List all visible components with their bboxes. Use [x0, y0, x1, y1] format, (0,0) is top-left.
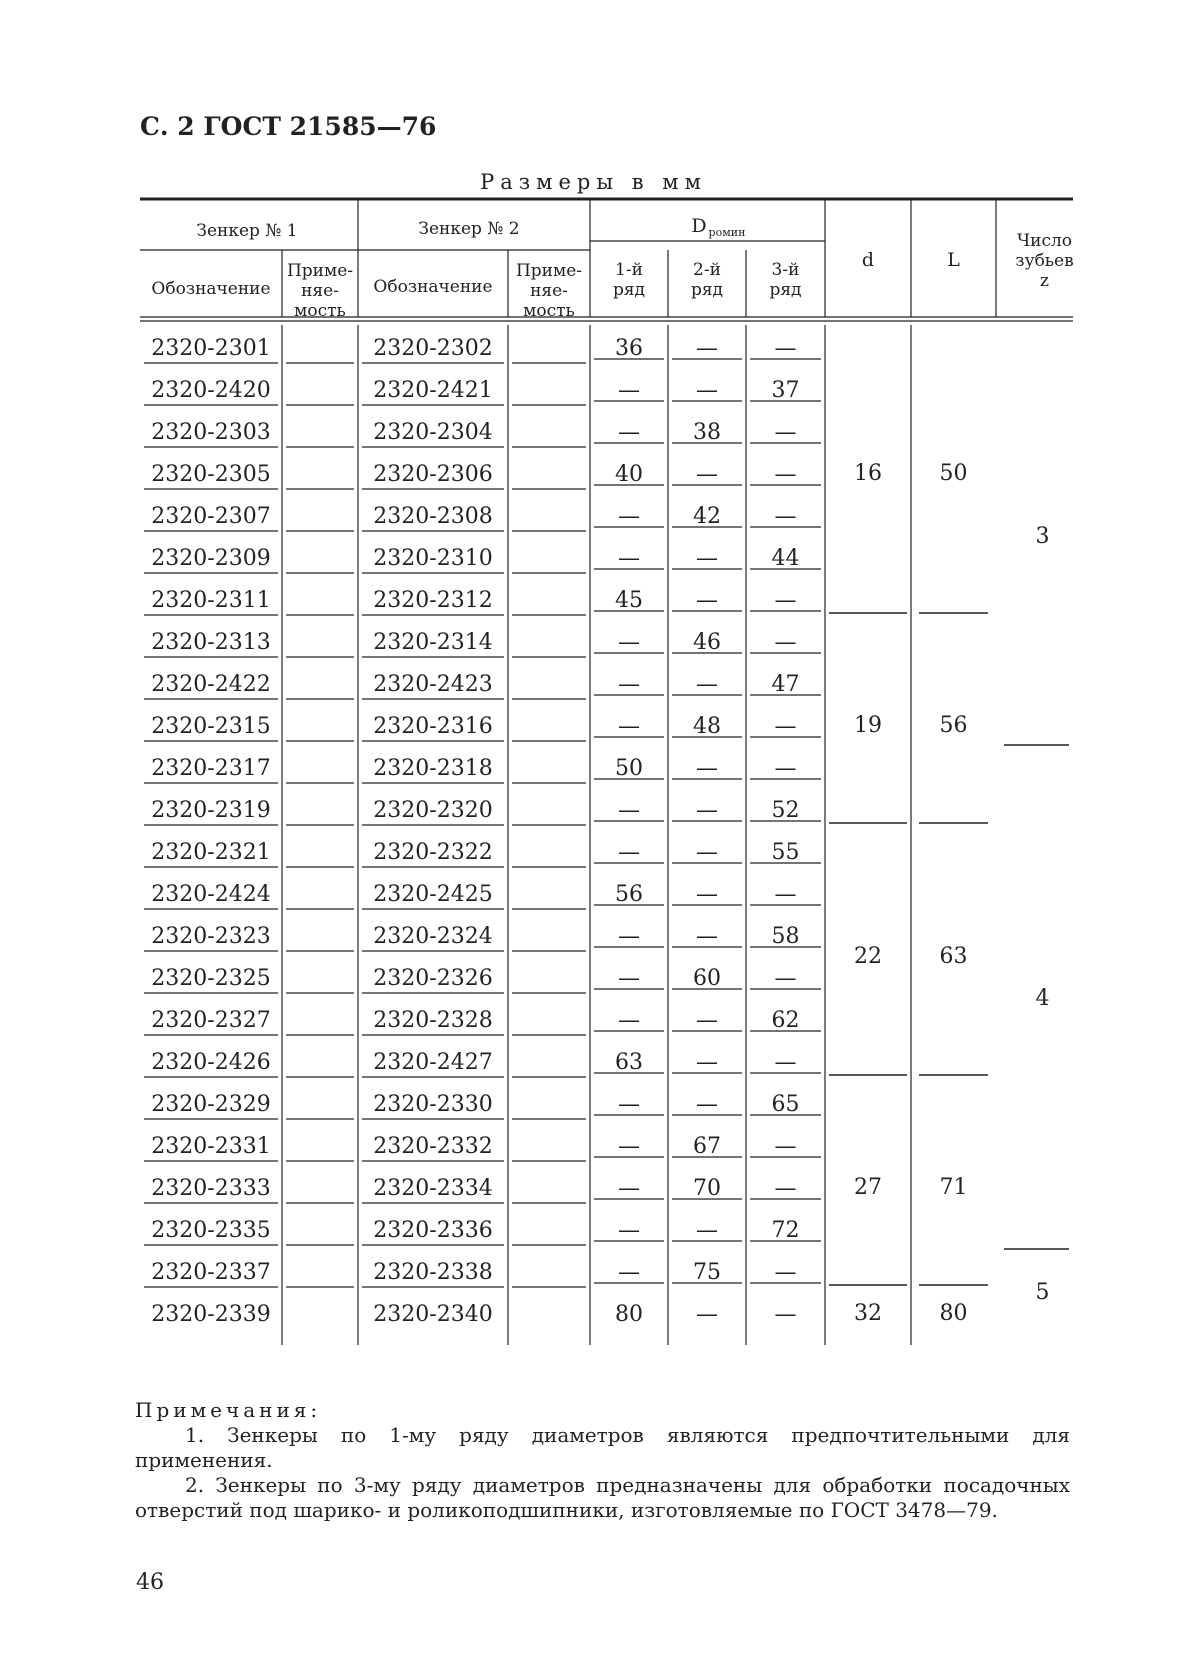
cell-value: 2320-2426: [151, 1050, 271, 1075]
cell-value: 2320-2323: [151, 924, 271, 949]
cell-value: 2320-2326: [373, 966, 493, 991]
cell-z: 5: [1035, 1280, 1050, 1305]
cell-value: —: [774, 630, 797, 655]
header-row-series: 1-й: [615, 260, 643, 280]
cell-value: —: [696, 1218, 718, 1243]
notes-title: Примечания:: [135, 1398, 322, 1422]
cell-value: —: [618, 1134, 640, 1159]
header-applicability: Приме-: [515, 261, 583, 281]
cell-value: 2320-2312: [373, 588, 493, 613]
cell-value: 2320-2336: [373, 1218, 493, 1243]
header-applicability: няе-: [301, 281, 339, 301]
cell-value: 56: [615, 882, 643, 907]
cell-value: —: [774, 420, 797, 445]
cell-value: 2320-2317: [151, 756, 271, 781]
cell-value: —: [774, 336, 797, 361]
cell-d: 22: [854, 944, 882, 969]
cell-value: 2320-2422: [151, 672, 271, 697]
cell-value: 2320-2330: [373, 1092, 493, 1117]
cell-value: 2320-2315: [151, 714, 271, 739]
cell-value: 46: [693, 630, 721, 655]
cell-value: 37: [771, 378, 800, 403]
header-row-series: ряд: [690, 280, 724, 300]
cell-value: 2320-2423: [373, 672, 493, 697]
cell-value: 2320-2304: [373, 420, 493, 445]
cell-value: —: [696, 1050, 718, 1075]
cell-value: 2320-2308: [373, 504, 493, 529]
cell-value: 2320-2301: [151, 336, 271, 361]
cell-value: —: [618, 546, 640, 571]
cell-value: —: [618, 1176, 640, 1201]
header-designation: Обозначение: [373, 277, 493, 297]
cell-value: 2320-2425: [373, 882, 493, 907]
cell-value: 2320-2427: [373, 1050, 493, 1075]
cell-value: 75: [693, 1260, 721, 1285]
cell-value: —: [696, 840, 718, 865]
cell-L: 56: [939, 713, 968, 738]
header-applicability: мость: [523, 301, 575, 321]
cell-value: —: [774, 882, 797, 907]
cell-value: 2320-2332: [373, 1134, 493, 1159]
cell-d: 27: [854, 1175, 882, 1200]
cell-L: 50: [939, 461, 968, 486]
cell-value: 36: [615, 336, 643, 361]
cell-value: —: [618, 672, 640, 697]
cell-value: —: [618, 1092, 640, 1117]
cell-value: 2320-2309: [151, 546, 271, 571]
cell-value: —: [696, 672, 718, 697]
cell-value: 80: [615, 1302, 643, 1327]
cell-value: —: [774, 1050, 797, 1075]
cell-value: —: [618, 966, 640, 991]
cell-value: —: [618, 1218, 640, 1243]
cell-value: —: [696, 462, 718, 487]
cell-value: —: [696, 1302, 718, 1327]
cell-value: —: [774, 714, 797, 739]
cell-value: —: [618, 630, 640, 655]
header-zenker-1: Зенкер № 1: [196, 221, 298, 241]
cell-value: —: [618, 1260, 640, 1285]
header-teeth-count: Число: [1016, 231, 1073, 251]
cell-value: 2320-2307: [151, 504, 271, 529]
cell-value: 2320-2325: [151, 966, 271, 991]
cell-value: 40: [615, 462, 643, 487]
header-teeth-count: зубьев: [1015, 251, 1074, 271]
cell-value: —: [618, 504, 640, 529]
header-row-series: 3-й: [771, 260, 800, 280]
header-teeth-count: z: [1040, 271, 1049, 291]
cell-L: 63: [939, 944, 968, 969]
cell-value: —: [618, 378, 640, 403]
cell-value: 2320-2322: [373, 840, 493, 865]
cell-value: 2320-2320: [373, 798, 493, 823]
cell-value: 2320-2327: [151, 1008, 271, 1033]
cell-value: 42: [693, 504, 721, 529]
cell-value: 2320-2324: [373, 924, 493, 949]
notes: [135, 1398, 1070, 1523]
cell-value: 58: [771, 924, 800, 949]
cell-value: 48: [693, 714, 721, 739]
cell-value: —: [696, 924, 718, 949]
cell-value: —: [774, 1176, 797, 1201]
cell-value: —: [774, 1302, 797, 1327]
cell-value: 2320-2306: [373, 462, 493, 487]
cell-value: —: [774, 966, 797, 991]
cell-value: 2320-2314: [373, 630, 493, 655]
cell-value: —: [774, 1134, 797, 1159]
header-L: L: [947, 249, 960, 271]
cell-value: —: [696, 1092, 718, 1117]
cell-value: 63: [615, 1050, 643, 1075]
cell-value: 72: [771, 1218, 800, 1243]
cell-value: 2320-2328: [373, 1008, 493, 1033]
header-d-nom: D: [691, 215, 707, 237]
cell-value: 2320-2319: [151, 798, 271, 823]
cell-value: 2320-2321: [151, 840, 271, 865]
cell-value: 2320-2335: [151, 1218, 271, 1243]
cell-value: —: [618, 1008, 640, 1033]
table-caption: Размеры в мм: [480, 170, 707, 194]
cell-value: 70: [693, 1176, 721, 1201]
cell-z: 4: [1035, 986, 1050, 1011]
cell-value: 2320-2316: [373, 714, 493, 739]
cell-value: 50: [615, 756, 643, 781]
cell-value: 2320-2420: [151, 378, 271, 403]
cell-L: 80: [939, 1301, 968, 1326]
header-row-series: ряд: [612, 280, 646, 300]
note-2: 2. Зенкеры по 3-му ряду диаметров предназначены для обработки посадочных отверстий под шарико- и роликоподшипники, изготовляемые по ГОСТ 3478—79.: [135, 1473, 1070, 1522]
cell-d: 16: [854, 461, 882, 486]
cell-value: —: [774, 588, 797, 613]
cell-value: —: [618, 840, 640, 865]
cell-value: 2320-2318: [373, 756, 493, 781]
cell-value: 38: [693, 420, 721, 445]
header-row-series: 2-й: [693, 260, 721, 280]
cell-value: 2320-2311: [151, 588, 271, 613]
cell-value: —: [618, 924, 640, 949]
cell-d: 19: [854, 713, 882, 738]
note-1: 1. Зенкеры по 1-му ряду диаметров являются предпочтительными для применения.: [135, 1423, 1070, 1472]
header-designation: Обозначение: [151, 279, 271, 299]
cell-value: 2320-2338: [373, 1260, 493, 1285]
cell-d: 32: [854, 1301, 882, 1326]
cell-value: —: [618, 714, 640, 739]
cell-value: 45: [615, 588, 643, 613]
cell-value: —: [774, 756, 797, 781]
cell-value: 52: [771, 798, 800, 823]
cell-value: —: [774, 462, 797, 487]
header-applicability: Приме-: [286, 261, 354, 281]
cell-value: —: [618, 420, 640, 445]
header-applicability: мость: [294, 301, 346, 321]
cell-value: 2320-2334: [373, 1176, 493, 1201]
cell-z: 3: [1035, 524, 1050, 549]
cell-value: 2320-2333: [151, 1176, 271, 1201]
cell-value: 60: [693, 966, 721, 991]
cell-value: 2320-2340: [373, 1302, 493, 1327]
cell-value: —: [774, 1260, 797, 1285]
cell-value: —: [696, 798, 718, 823]
cell-value: —: [696, 1008, 718, 1033]
cell-value: 55: [771, 840, 800, 865]
page-header: С. 2 ГОСТ 21585—76: [140, 112, 437, 141]
cell-value: —: [696, 588, 718, 613]
cell-value: —: [774, 504, 797, 529]
header-row-series: ряд: [769, 280, 802, 300]
cell-value: 2320-2313: [151, 630, 271, 655]
cell-value: 2320-2329: [151, 1092, 271, 1117]
cell-value: 2320-2337: [151, 1260, 271, 1285]
header-zenker-2: Зенкер № 2: [418, 219, 520, 239]
cell-value: —: [618, 798, 640, 823]
cell-value: 2320-2305: [151, 462, 271, 487]
cell-value: 2320-2424: [151, 882, 271, 907]
header-d-nom-sub: ромин: [708, 226, 746, 239]
cell-value: —: [696, 546, 718, 571]
cell-value: 67: [693, 1134, 721, 1159]
cell-value: 2320-2303: [151, 420, 271, 445]
cell-value: 65: [771, 1092, 800, 1117]
cell-value: 47: [771, 672, 800, 697]
cell-value: 2320-2339: [151, 1302, 271, 1327]
page-number: 46: [136, 1570, 164, 1595]
cell-value: 2320-2331: [151, 1134, 271, 1159]
cell-value: —: [696, 756, 718, 781]
cell-value: —: [696, 378, 718, 403]
header-d: d: [861, 249, 875, 271]
header-applicability: няе-: [530, 281, 568, 301]
cell-value: 2320-2302: [373, 336, 493, 361]
cell-value: —: [696, 882, 718, 907]
cell-value: 44: [771, 546, 800, 571]
cell-value: 2320-2421: [373, 378, 493, 403]
cell-value: 62: [771, 1008, 800, 1033]
cell-value: —: [696, 336, 718, 361]
cell-L: 71: [939, 1175, 968, 1200]
cell-value: 2320-2310: [373, 546, 493, 571]
